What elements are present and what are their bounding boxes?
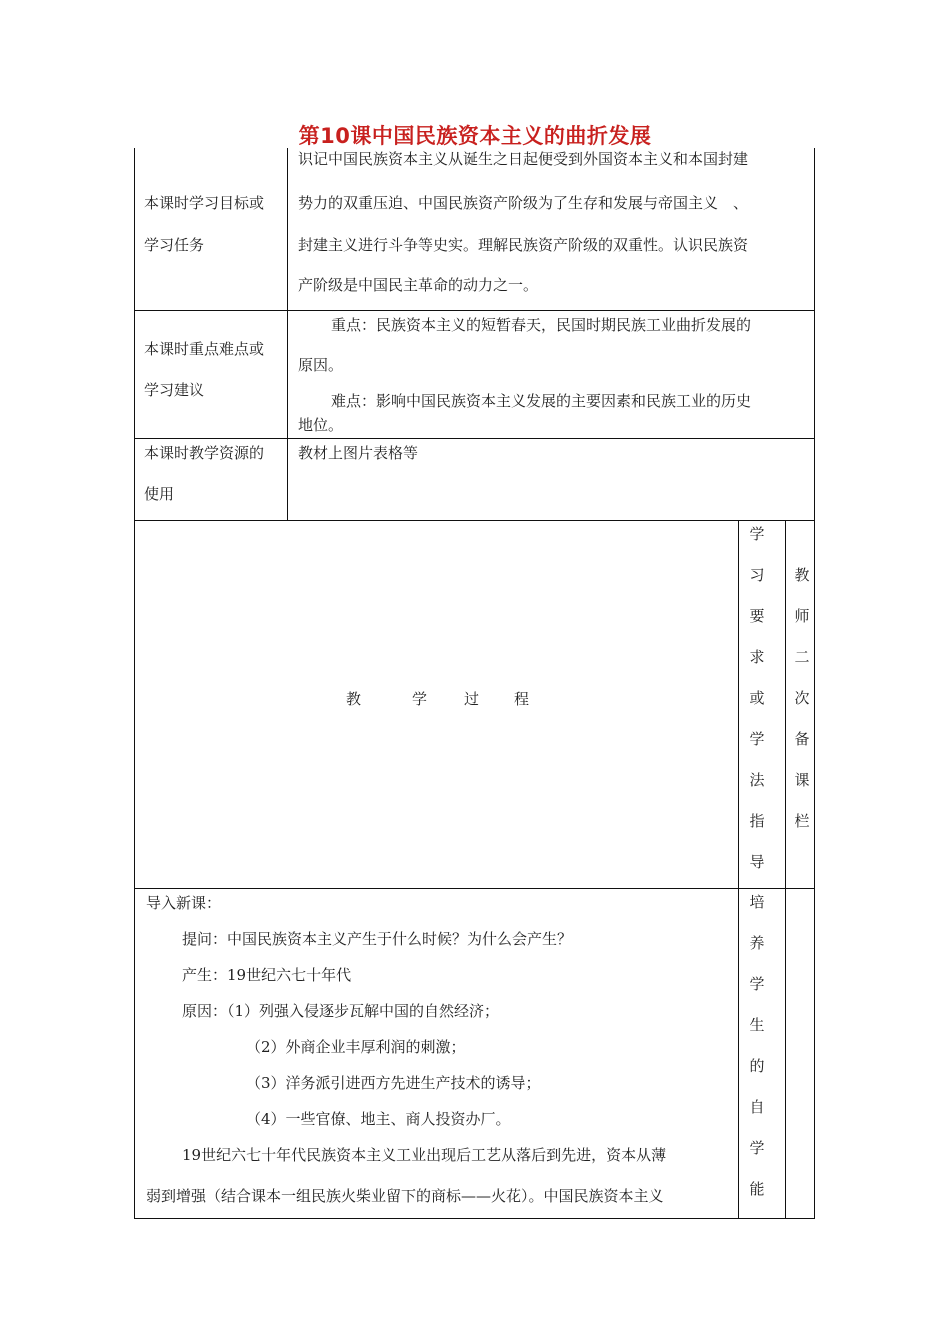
body-line: 原因：（1）列强入侵逐步瓦解中国的自然经济； [182, 1002, 500, 1020]
vertical-char: 习 [749, 566, 765, 584]
body-line: （3）洋务派引进西方先进生产技术的诱导； [246, 1074, 541, 1092]
vertical-char: 课 [794, 771, 810, 789]
vertical-char: 学 [749, 730, 765, 748]
vertical-char: 栏 [794, 812, 810, 830]
vertical-char: 能 [749, 1180, 765, 1198]
table-row-divider [134, 438, 815, 439]
body-line: 提问：中国民族资本主义产生于什么时候？为什么会产生？ [182, 930, 573, 948]
body-line: 19世纪六七十年代民族资本主义工业出现后工艺从落后到先进，资本从薄 [182, 1146, 667, 1164]
objectives-line: 势力的双重压迫、中国民族资产阶级为了生存和发展与帝国主义 、 [298, 194, 749, 212]
process-title-char: 教 [346, 690, 362, 708]
process-title-char: 学 [412, 690, 428, 708]
vertical-char: 自 [749, 1098, 765, 1116]
vertical-char: 二 [794, 648, 810, 666]
key-points-label-line: 学习建议 [144, 381, 205, 399]
vertical-char: 或 [749, 689, 765, 707]
vertical-char: 教 [794, 566, 810, 584]
table-border-left [134, 148, 135, 1219]
key-point-line: 重点：民族资本主义的短暂春天，民国时期民族工业曲折发展的 [331, 316, 752, 334]
table-border-bottom [134, 1218, 815, 1219]
table-divider-label [287, 148, 288, 520]
vertical-char: 培 [749, 893, 765, 911]
objectives-label-line: 本课时学习目标或 [144, 194, 265, 212]
vertical-char: 学 [749, 525, 765, 543]
vertical-char: 养 [749, 934, 765, 952]
resources-content: 教材上图片表格等 [298, 444, 419, 462]
vertical-char: 指 [749, 812, 765, 830]
resources-label-line: 本课时教学资源的 [144, 444, 265, 462]
key-point-line: 地位。 [298, 416, 344, 434]
vertical-char: 求 [749, 648, 765, 666]
learning-guidance-header [742, 527, 772, 896]
objectives-line: 封建主义进行斗争等史实。理解民族资产阶级的双重性。认识民族资 [298, 236, 749, 254]
learning-guidance-body [742, 895, 772, 1223]
key-point-line: 难点：影响中国民族资本主义发展的主要因素和民族工业的历史 [331, 392, 752, 410]
vertical-char: 要 [749, 607, 765, 625]
vertical-char: 次 [794, 689, 810, 707]
page-title: 第10课中国民族资本主义的曲折发展 [298, 124, 652, 148]
process-title-char: 程 [514, 690, 530, 708]
vertical-char: 备 [794, 730, 810, 748]
vertical-char: 学 [749, 1139, 765, 1157]
vertical-char: 法 [749, 771, 765, 789]
vertical-char: 学 [749, 975, 765, 993]
vertical-char: 生 [749, 1016, 765, 1034]
body-line: 弱到增强（结合课本一组民族火柴业留下的商标——火花）。中国民族资本主义 [146, 1187, 664, 1205]
table-row-divider [134, 310, 815, 311]
body-line: （2）外商企业丰厚利润的刺激； [246, 1038, 466, 1056]
table-divider-guidance [738, 520, 739, 1219]
teacher-notes-header [787, 568, 817, 855]
objectives-line: 产阶级是中国民主革命的动力之一。 [298, 276, 539, 294]
body-line: 导入新课： [146, 894, 222, 912]
table-row-divider [134, 520, 815, 521]
body-line: （4）一些官僚、地主、商人投资办厂。 [246, 1110, 511, 1128]
vertical-char: 的 [749, 1057, 765, 1075]
table-divider-notes [785, 520, 786, 1219]
body-line: 产生：19世纪六七十年代 [182, 966, 352, 984]
objectives-label-line: 学习任务 [144, 236, 205, 254]
vertical-char: 导 [749, 853, 765, 871]
resources-label-line: 使用 [144, 485, 175, 503]
process-title-char: 过 [464, 690, 480, 708]
key-point-line: 原因。 [298, 356, 344, 374]
vertical-char: 师 [794, 607, 810, 625]
table-row-divider [134, 888, 815, 889]
objectives-line: 识记中国民族资本主义从诞生之日起便受到外国资本主义和本国封建 [298, 150, 749, 168]
key-points-label-line: 本课时重点难点或 [144, 340, 265, 358]
